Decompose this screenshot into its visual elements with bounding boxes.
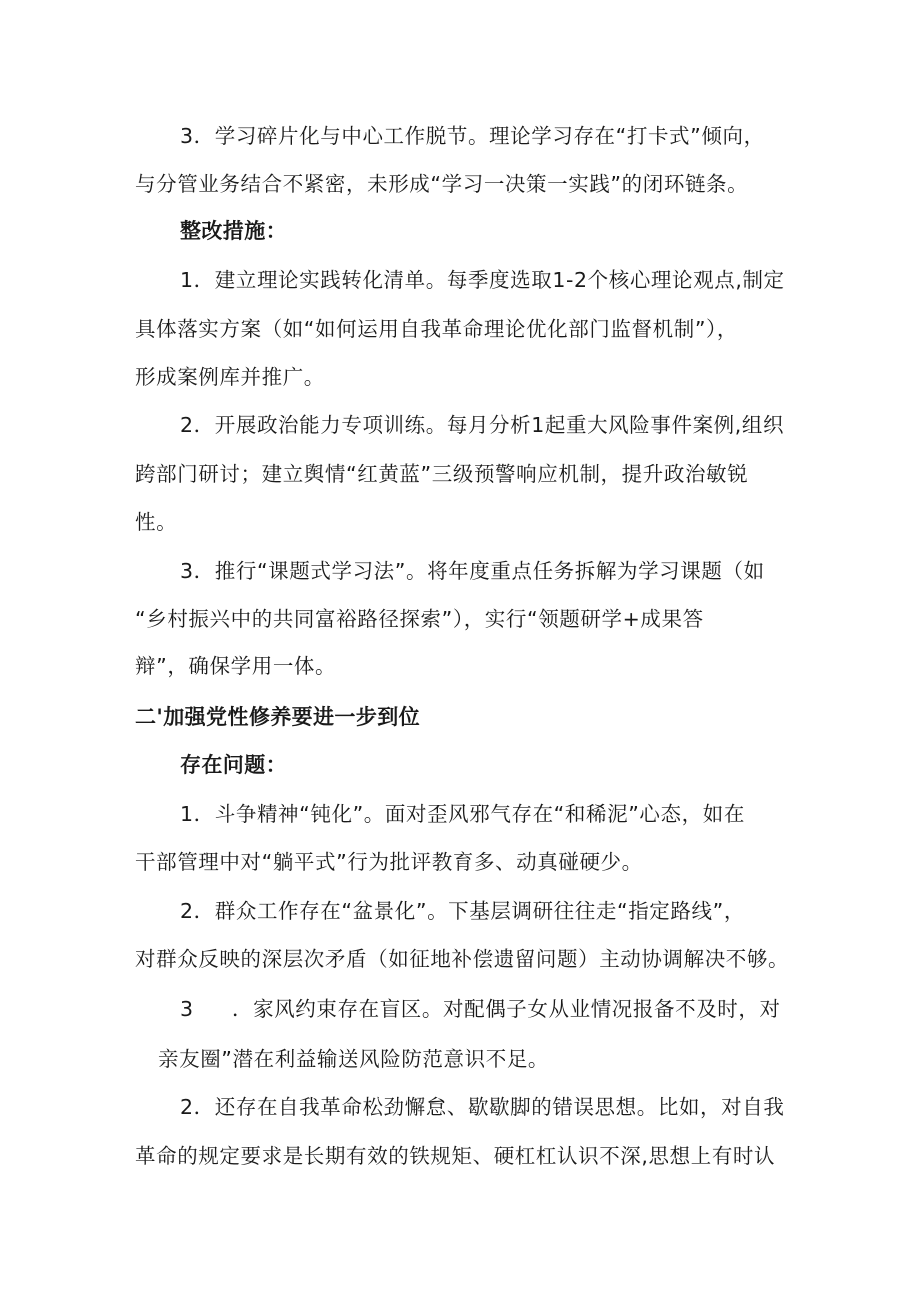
paragraph-line: 与分管业务结合不紧密，未形成“学习一决策一实践”的闭环链条。 bbox=[135, 172, 749, 196]
section-heading-problems: 存在问题： bbox=[180, 753, 287, 777]
paragraph-line: 跨部门研讨；建立舆情“红黄蓝”三级预警响应机制，提升政治敏锐 bbox=[135, 462, 749, 486]
paragraph-line: 3．学习碎片化与中心工作脱节。理论学习存在“打卡式”倾向， bbox=[180, 124, 765, 148]
paragraph-line: 2．开展政治能力专项训练。每月分析1起重大风险事件案例,组织 bbox=[180, 413, 785, 437]
paragraph-line: 1．斗争精神“钝化”。面对歪风邪气存在“和稀泥”心态，如在 bbox=[180, 802, 745, 826]
paragraph-line: 形成案例库并推广。 bbox=[135, 365, 325, 389]
section-heading-rectification: 整改措施： bbox=[180, 219, 287, 243]
paragraph-line: 性。 bbox=[135, 510, 178, 534]
paragraph-line: 3．推行“课题式学习法”。将年度重点任务拆解为学习课题（如 bbox=[180, 559, 765, 583]
paragraph-number: 3 bbox=[180, 997, 194, 1021]
paragraph-line: 对群众反映的深层次矛盾（如征地补偿遗留问题）主动协调解决不够。 bbox=[135, 947, 790, 971]
paragraph-line: 具体落实方案（如“如何运用自我革命理论优化部门监督机制”）， bbox=[135, 317, 738, 341]
paragraph-line: 亲友圈”潜在利益输送风险防范意识不足。 bbox=[158, 1047, 550, 1071]
paragraph-line: 2．还存在自我革命松劲懈怠、歇歇脚的错误思想。比如，对自我 bbox=[180, 1095, 785, 1119]
paragraph-line: 革命的规定要求是长期有效的铁规矩、硬杠杠认识不深,思想上有时认 bbox=[135, 1144, 776, 1168]
section-heading-party-spirit: 二'加强党性修养要进一步到位 bbox=[135, 705, 421, 729]
paragraph-line: ．家风约束存在盲区。对配偶子女从业情况报备不及时，对 bbox=[232, 997, 781, 1021]
paragraph-line: 辩”，确保学用一体。 bbox=[135, 654, 337, 678]
paragraph-line: 1．建立理论实践转化清单。每季度选取1-2个核心理论观点,制定 bbox=[180, 268, 785, 292]
paragraph-line: 2．群众工作存在“盆景化”。下基层调研往往走“指定路线”， bbox=[180, 899, 745, 923]
paragraph-line: 干部管理中对“躺平式”行为批评教育多、动真碰硬少。 bbox=[135, 850, 643, 874]
paragraph-line: “乡村振兴中的共同富裕路径探索”），实行“领题研学+成果答 bbox=[135, 607, 704, 631]
